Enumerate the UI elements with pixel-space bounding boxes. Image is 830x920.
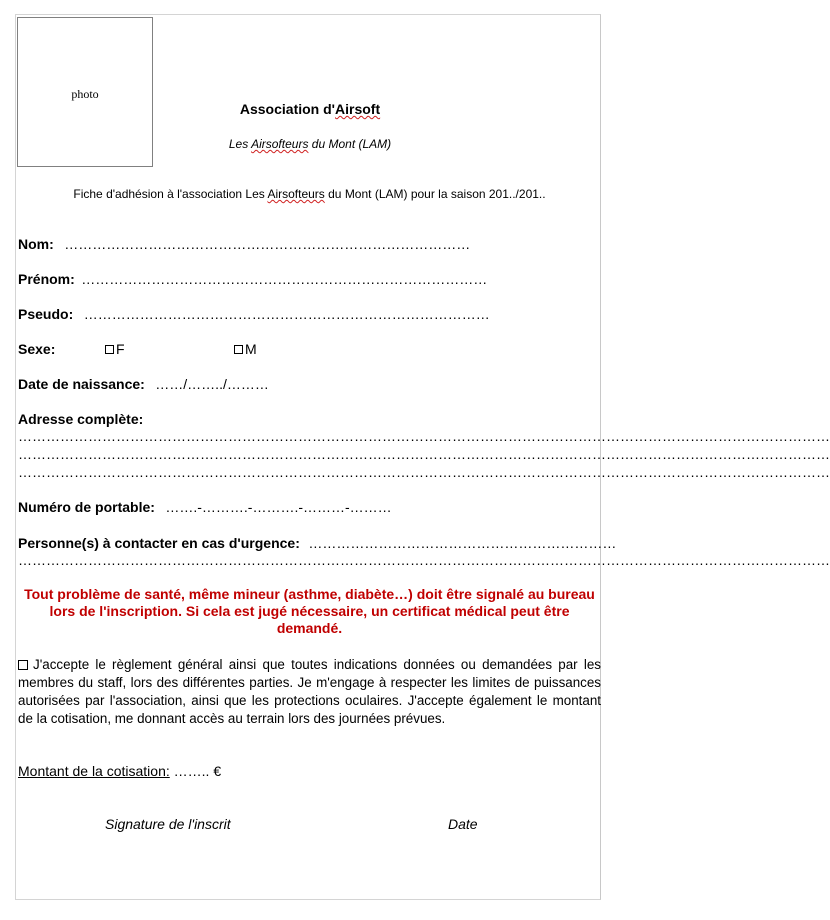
acceptance-text: J'accepte le règlement général ainsi que toutes indications données ou demandées par les membres du staff, lors des différentes parties. Je m'engage à respecter les limites de puissances autorisées par l'association, ainsi que les protections oculaires. J'accepte également le montant de la cotisation, me donnant accès au terrain lors des journées prévues. <box>18 657 601 726</box>
health-warning: Tout problème de santé, même mineur (asthme, diabète…) doit être signalé au bureau lors de l'inscription. Si cela est jugé nécessaire, un certificat médical peut être demandé. <box>24 586 595 636</box>
sexe-option-f[interactable] <box>105 341 125 357</box>
photo-box <box>17 17 153 167</box>
adresse-line-2[interactable]: ………………………………………………………………………………………………………………………………………………………… <box>18 446 830 462</box>
urgence-field[interactable]: ………………………………………………………… <box>308 535 617 551</box>
urgence-row <box>18 535 616 553</box>
association-subtitle: Les Airsofteurs du Mont (LAM) <box>228 137 392 151</box>
cotisation-label: Montant de la cotisation: <box>18 763 170 779</box>
pseudo-label: Pseudo: <box>18 306 74 322</box>
association-title: Association d'Airsoft <box>239 101 381 117</box>
sexe-f-label: F <box>116 341 125 357</box>
adresse-label: Adresse complète: <box>18 411 144 427</box>
checkbox-icon[interactable] <box>105 345 114 354</box>
pseudo-row <box>18 306 490 324</box>
sexe-m-label: M <box>245 341 257 357</box>
sexe-option-m[interactable] <box>234 341 257 357</box>
urgence-label: Personne(s) à contacter en cas d'urgence: <box>18 535 300 551</box>
portable-row <box>18 499 392 517</box>
nom-field[interactable]: …………………………………………………………………………… <box>64 236 471 252</box>
adresse-line-3[interactable]: ………………………………………………………………………………………………………………………………………………………… <box>18 464 830 480</box>
adresse-row <box>18 411 143 429</box>
prenom-label: Prénom: <box>18 271 75 287</box>
dob-field[interactable]: ……/……../……… <box>155 376 269 392</box>
cotisation-row <box>18 763 221 779</box>
portable-field[interactable]: …….-……….-……….-………-……… <box>165 499 392 515</box>
checkbox-icon[interactable] <box>234 345 243 354</box>
nom-label: Nom: <box>18 236 54 252</box>
dob-row <box>18 376 269 394</box>
prenom-row <box>18 271 487 289</box>
cotisation-field[interactable]: …….. € <box>169 763 222 779</box>
acceptance-paragraph <box>18 656 601 728</box>
sexe-label: Sexe: <box>18 341 56 357</box>
portable-label: Numéro de portable: <box>18 499 155 515</box>
photo-label: photo <box>71 87 99 101</box>
pseudo-field[interactable]: …………………………………………………………………………… <box>83 306 490 322</box>
intro-text: Fiche d'adhésion à l'association Les Airsofteurs du Mont (LAM) pour la saison 201../201.. <box>73 187 546 201</box>
prenom-field[interactable]: …………………………………………………………………………… <box>81 271 488 287</box>
adresse-line-1[interactable]: ………………………………………………………………………………………………………………………………………………………… <box>18 428 830 444</box>
urgence-line-2[interactable]: ………………………………………………………………………………………………………………………………………………………… <box>18 552 830 568</box>
nom-row <box>18 236 470 254</box>
signature-date: Date <box>448 816 478 832</box>
signature-inscrit: Signature de l'inscrit <box>105 816 231 832</box>
accept-checkbox-icon[interactable] <box>18 660 28 670</box>
dob-label: Date de naissance: <box>18 376 145 392</box>
sexe-row <box>18 341 55 359</box>
